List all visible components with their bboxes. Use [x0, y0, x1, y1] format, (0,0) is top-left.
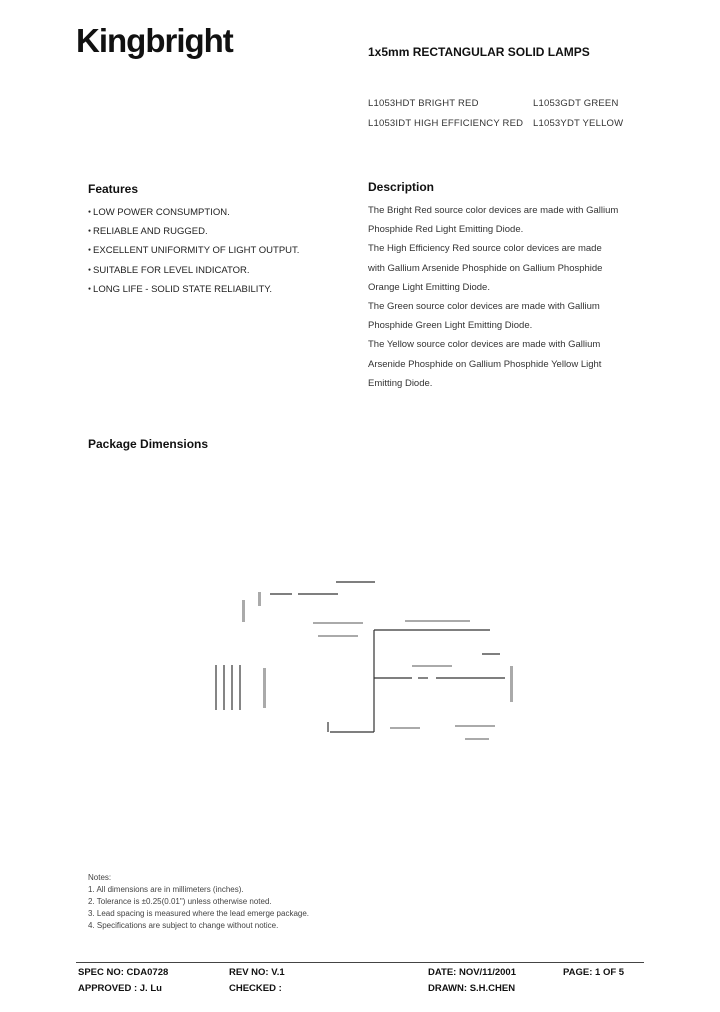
description-body	[368, 201, 643, 393]
feature-item: ● LOW POWER CONSUMPTION.	[88, 203, 299, 222]
dimension-mark	[510, 666, 513, 702]
document-title: 1x5mm RECTANGULAR SOLID LAMPS	[368, 45, 590, 59]
description-line: The Green source color devices are made with Gallium	[368, 301, 600, 313]
description-line: The Yellow source color devices are made with Gallium	[368, 339, 601, 351]
page-indicator: PAGE: 1 OF 5	[563, 967, 625, 978]
dimension-mark	[465, 738, 489, 740]
part-number: L1053HDT BRIGHT RED	[368, 98, 479, 109]
dimension-mark	[412, 665, 452, 667]
note-item: 1. All dimensions are in millimeters (inches).	[88, 885, 244, 894]
dimension-marks	[242, 592, 513, 740]
notes-heading: Notes:	[88, 873, 112, 882]
package-dimensions-heading: Package Dimensions	[88, 437, 209, 451]
note-item: 3. Lead spacing is measured where the lead emerge package.	[88, 909, 310, 918]
description-line: Orange Light Emitting Diode.	[368, 281, 490, 293]
checked-by: CHECKED :	[229, 983, 282, 994]
description-line: with Gallium Arsenide Phosphide on Gallium Phosphide	[368, 262, 603, 274]
description-line: The High Efficiency Red source color devices are made	[368, 243, 602, 255]
dimension-mark	[263, 668, 266, 708]
description-line: Emitting Diode.	[368, 377, 433, 389]
part-number: L1053YDT YELLOW	[533, 118, 624, 129]
spec-number: SPEC NO: CDA0728	[78, 967, 169, 978]
note-item: 4. Specifications are subject to change without notice.	[88, 921, 279, 930]
part-number: L1053GDT GREEN	[533, 98, 619, 109]
description-line: Phosphide Green Light Emitting Diode.	[368, 320, 533, 332]
approved-by: APPROVED : J. Lu	[78, 983, 162, 994]
footer-divider	[76, 962, 644, 963]
feature-item: ● LONG LIFE - SOLID STATE RELIABILITY.	[88, 280, 299, 299]
features-list	[88, 203, 299, 299]
feature-item: ● RELIABLE AND RUGGED.	[88, 222, 299, 241]
notes-block	[88, 872, 309, 932]
note-item: 2. Tolerance is ±0.25(0.01") unless otherwise noted.	[88, 897, 272, 906]
feature-item: ● EXCELLENT UNIFORMITY OF LIGHT OUTPUT.	[88, 241, 299, 260]
dimension-mark	[258, 592, 261, 606]
drawn-by: DRAWN: S.H.CHEN	[428, 983, 516, 994]
description-line: Phosphide Red Light Emitting Diode.	[368, 224, 524, 236]
description-line: Arsenide Phosphide on Gallium Phosphide Yellow Light	[368, 358, 602, 370]
description-heading: Description	[368, 180, 435, 194]
package-dimensions-drawing	[200, 570, 540, 750]
dimension-mark	[313, 622, 363, 624]
dimension-mark	[242, 600, 245, 622]
document-date: DATE: NOV/11/2001	[428, 967, 517, 978]
features-heading: Features	[88, 182, 139, 196]
dimension-mark	[318, 635, 358, 637]
feature-item: ● SUITABLE FOR LEVEL INDICATOR.	[88, 261, 299, 280]
revision-number: REV NO: V.1	[229, 967, 285, 978]
brand-logo: Kingbright	[76, 22, 233, 59]
dimension-mark	[455, 725, 495, 727]
dimension-mark	[405, 620, 470, 622]
part-number: L1053IDT HIGH EFFICIENCY RED	[368, 118, 524, 129]
description-line: The Bright Red source color devices are made with Gallium	[368, 205, 619, 216]
dimension-mark	[390, 727, 420, 729]
